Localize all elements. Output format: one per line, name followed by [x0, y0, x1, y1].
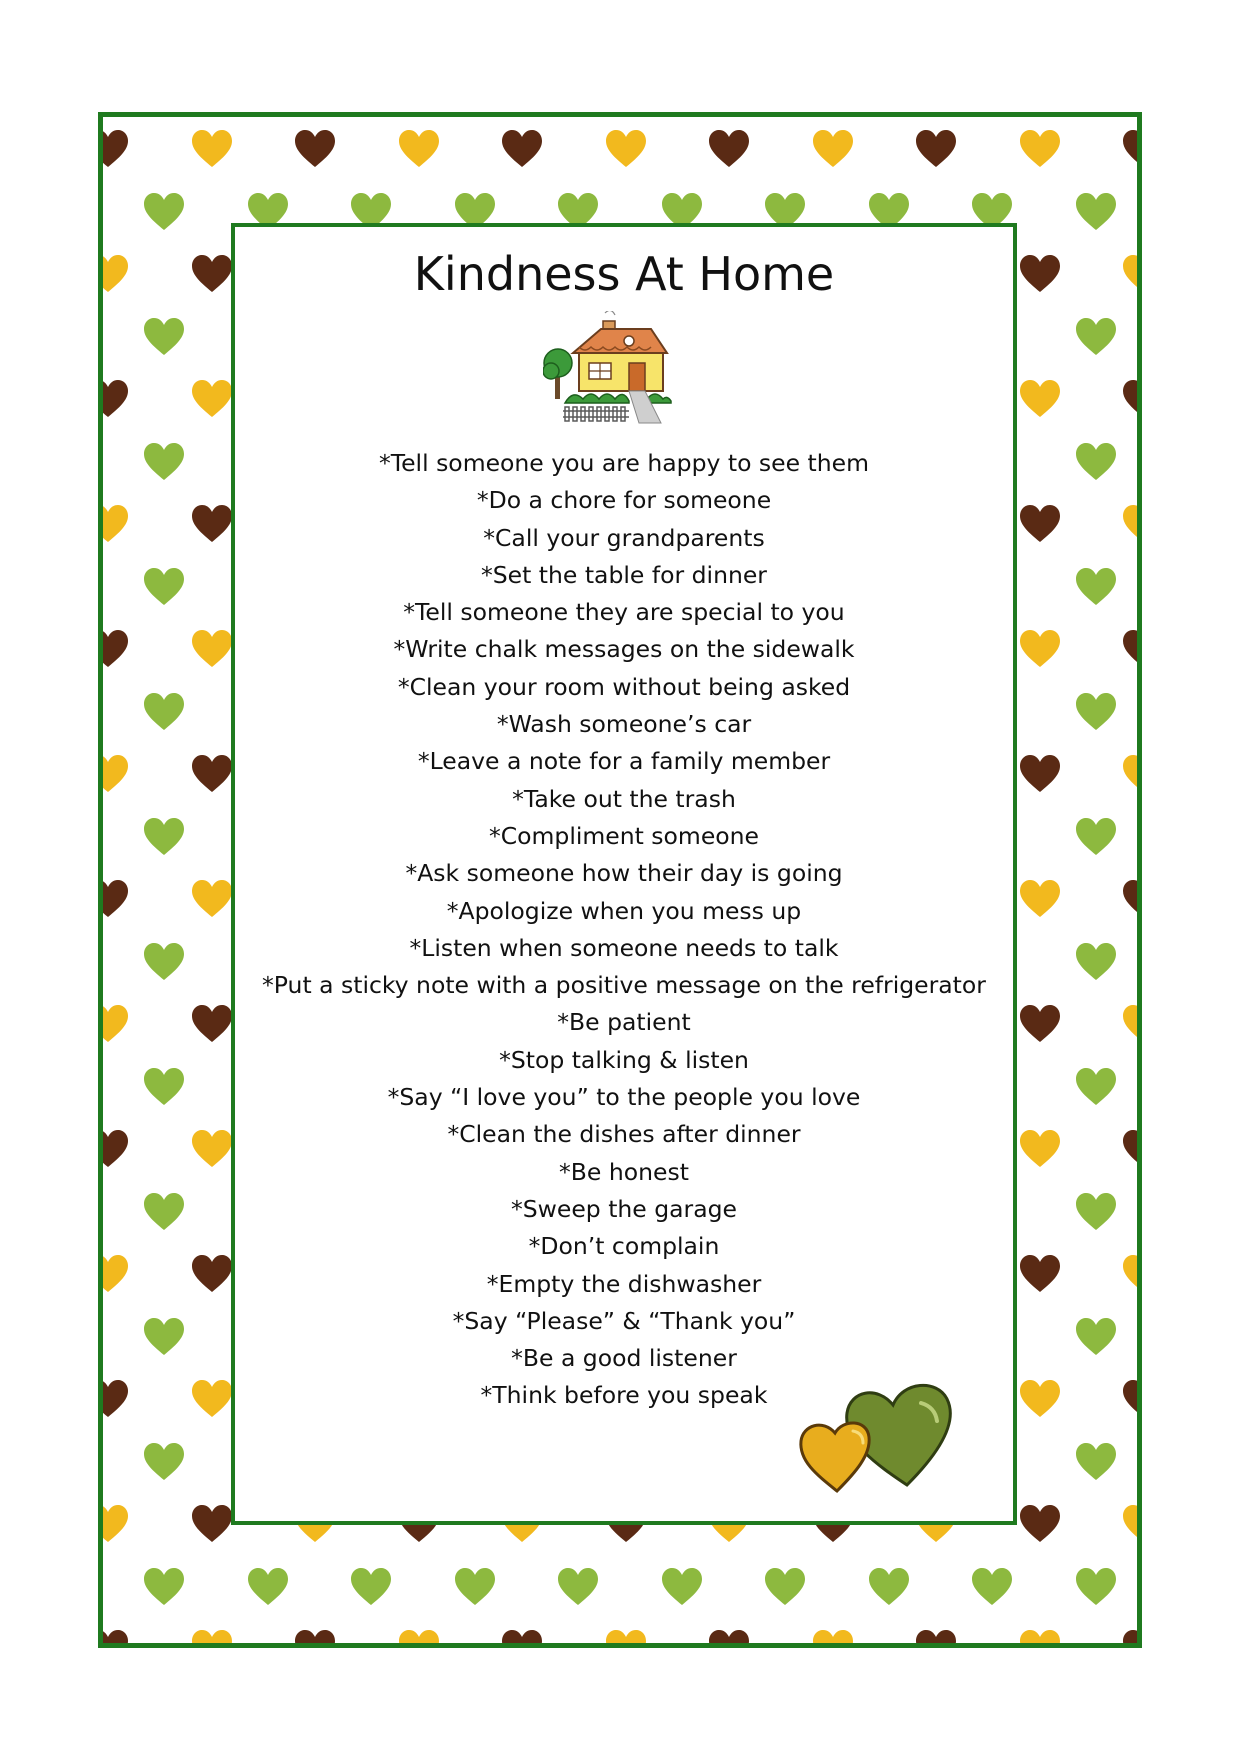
heart-icon	[661, 1567, 703, 1607]
heart-icon	[1122, 1504, 1142, 1544]
list-item: *Listen when someone needs to talk	[409, 933, 839, 962]
list-item: *Say “Please” & “Thank you”	[452, 1306, 796, 1335]
heart-icon	[868, 1567, 910, 1607]
heart-icon	[191, 629, 233, 669]
heart-icon	[1122, 504, 1142, 544]
heart-icon	[191, 1629, 233, 1648]
heart-icon	[98, 254, 129, 294]
heart-icon	[812, 1629, 854, 1648]
heart-icon	[294, 129, 336, 169]
heart-icon	[398, 129, 440, 169]
heart-icon	[191, 1129, 233, 1169]
heart-icon	[1122, 629, 1142, 669]
heart-icon	[98, 1004, 129, 1044]
heart-icon	[605, 1629, 647, 1648]
list-item: *Do a chore for someone	[476, 486, 772, 515]
list-item: *Leave a note for a family member	[417, 747, 831, 776]
heart-icon	[98, 504, 129, 544]
list-item: *Clean the dishes after dinner	[447, 1120, 801, 1149]
heart-icon	[143, 1442, 185, 1482]
heart-icon	[557, 1567, 599, 1607]
heart-icon	[143, 817, 185, 857]
heart-icon	[191, 754, 233, 794]
heart-icon	[98, 379, 129, 419]
list-item: *Be honest	[559, 1157, 689, 1186]
two-hearts-icon	[797, 1375, 967, 1495]
heart-icon	[1019, 254, 1061, 294]
heart-icon	[143, 1067, 185, 1107]
heart-icon	[98, 1254, 129, 1294]
list-item: *Don’t complain	[528, 1232, 720, 1261]
list-item: *Write chalk messages on the sidewalk	[393, 635, 855, 664]
heart-icon	[1019, 1504, 1061, 1544]
heart-icon	[1122, 1004, 1142, 1044]
heart-icon	[143, 692, 185, 732]
heart-icon	[1019, 1129, 1061, 1169]
list-item: *Take out the trash	[512, 784, 736, 813]
heart-icon	[143, 192, 185, 232]
heart-icon	[143, 442, 185, 482]
list-item: *Set the table for dinner	[481, 560, 767, 589]
heart-icon	[1019, 129, 1061, 169]
heart-icon	[98, 879, 129, 919]
heart-icon	[294, 1629, 336, 1648]
heart-icon	[350, 1567, 392, 1607]
heart-icon	[143, 1192, 185, 1232]
list-item: *Say “I love you” to the people you love	[387, 1083, 861, 1112]
heart-icon	[1122, 754, 1142, 794]
heart-icon	[1075, 442, 1117, 482]
heart-icon	[501, 129, 543, 169]
heart-icon	[98, 1129, 129, 1169]
kindness-list	[235, 445, 1013, 1415]
heart-icon	[98, 1504, 129, 1544]
heart-icon	[143, 942, 185, 982]
heart-icon	[191, 129, 233, 169]
heart-icon	[191, 379, 233, 419]
heart-icon	[812, 129, 854, 169]
list-item: *Wash someone’s car	[496, 710, 752, 739]
list-item: *Sweep the garage	[511, 1194, 737, 1223]
list-item: *Stop talking & listen	[499, 1045, 749, 1074]
list-item: *Apologize when you mess up	[446, 896, 802, 925]
heart-icon	[191, 254, 233, 294]
heart-icon	[1019, 1254, 1061, 1294]
heart-icon	[98, 1379, 129, 1419]
heart-icon	[1075, 692, 1117, 732]
heart-icon	[971, 1567, 1013, 1607]
heart-icon	[1122, 254, 1142, 294]
heart-icon	[1075, 942, 1117, 982]
list-item: *Be a good listener	[511, 1344, 737, 1373]
list-item: *Tell someone they are special to you	[403, 598, 845, 627]
heart-icon	[1122, 1379, 1142, 1419]
heart-icon	[1122, 1629, 1142, 1648]
list-item: *Be patient	[557, 1008, 691, 1037]
heart-icon	[1019, 504, 1061, 544]
heart-icon	[1122, 379, 1142, 419]
heart-icon	[1122, 1254, 1142, 1294]
heart-icon	[98, 629, 129, 669]
list-item: *Empty the dishwasher	[486, 1269, 762, 1298]
list-item: *Clean your room without being asked	[397, 672, 851, 701]
heart-icon	[1122, 129, 1142, 169]
heart-icon	[143, 317, 185, 357]
heart-icon	[191, 504, 233, 544]
heart-icon	[1019, 379, 1061, 419]
heart-icon	[1075, 1567, 1117, 1607]
heart-icon	[143, 567, 185, 607]
heart-icon	[708, 1629, 750, 1648]
heart-icon	[191, 1254, 233, 1294]
list-item: *Tell someone you are happy to see them	[378, 449, 870, 477]
heart-icon	[1075, 1192, 1117, 1232]
heart-icon	[191, 1379, 233, 1419]
heart-icon	[1075, 1442, 1117, 1482]
heart-icon	[191, 1504, 233, 1544]
heart-icon	[247, 1567, 289, 1607]
heart-icon	[1019, 1629, 1061, 1648]
list-item: *Call your grandparents	[483, 523, 765, 552]
heart-icon	[1122, 879, 1142, 919]
heart-icon	[1019, 1379, 1061, 1419]
heart-icon	[398, 1629, 440, 1648]
heart-icon	[1019, 879, 1061, 919]
list-item: *Ask someone how their day is going	[405, 859, 843, 888]
heart-icon	[1075, 192, 1117, 232]
heart-icon	[191, 1004, 233, 1044]
list-item: *Think before you speak	[480, 1381, 768, 1410]
heart-icon	[1122, 1129, 1142, 1169]
page-title: Kindness At Home	[413, 247, 835, 301]
heart-icon	[708, 129, 750, 169]
heart-icon	[1075, 817, 1117, 857]
heart-icon	[915, 1629, 957, 1648]
content-panel	[231, 223, 1017, 1525]
heart-icon	[501, 1629, 543, 1648]
heart-icon	[1075, 1317, 1117, 1357]
heart-icon	[98, 754, 129, 794]
heart-icon	[191, 879, 233, 919]
heart-icon	[1075, 317, 1117, 357]
heart-icon	[98, 1629, 129, 1648]
heart-icon	[764, 1567, 806, 1607]
list-item: *Compliment someone	[488, 821, 760, 850]
heart-icon	[1019, 1004, 1061, 1044]
house-icon	[543, 311, 679, 431]
heart-icon	[143, 1567, 185, 1607]
heart-icon	[143, 1317, 185, 1357]
heart-icon	[454, 1567, 496, 1607]
heart-icon	[915, 129, 957, 169]
heart-icon	[1019, 629, 1061, 669]
heart-icon	[1019, 754, 1061, 794]
heart-icon	[98, 129, 129, 169]
list-item: *Put a sticky note with a positive message on the refrigerator	[262, 971, 986, 1000]
heart-icon	[605, 129, 647, 169]
heart-icon	[1075, 567, 1117, 607]
heart-icon	[1075, 1067, 1117, 1107]
